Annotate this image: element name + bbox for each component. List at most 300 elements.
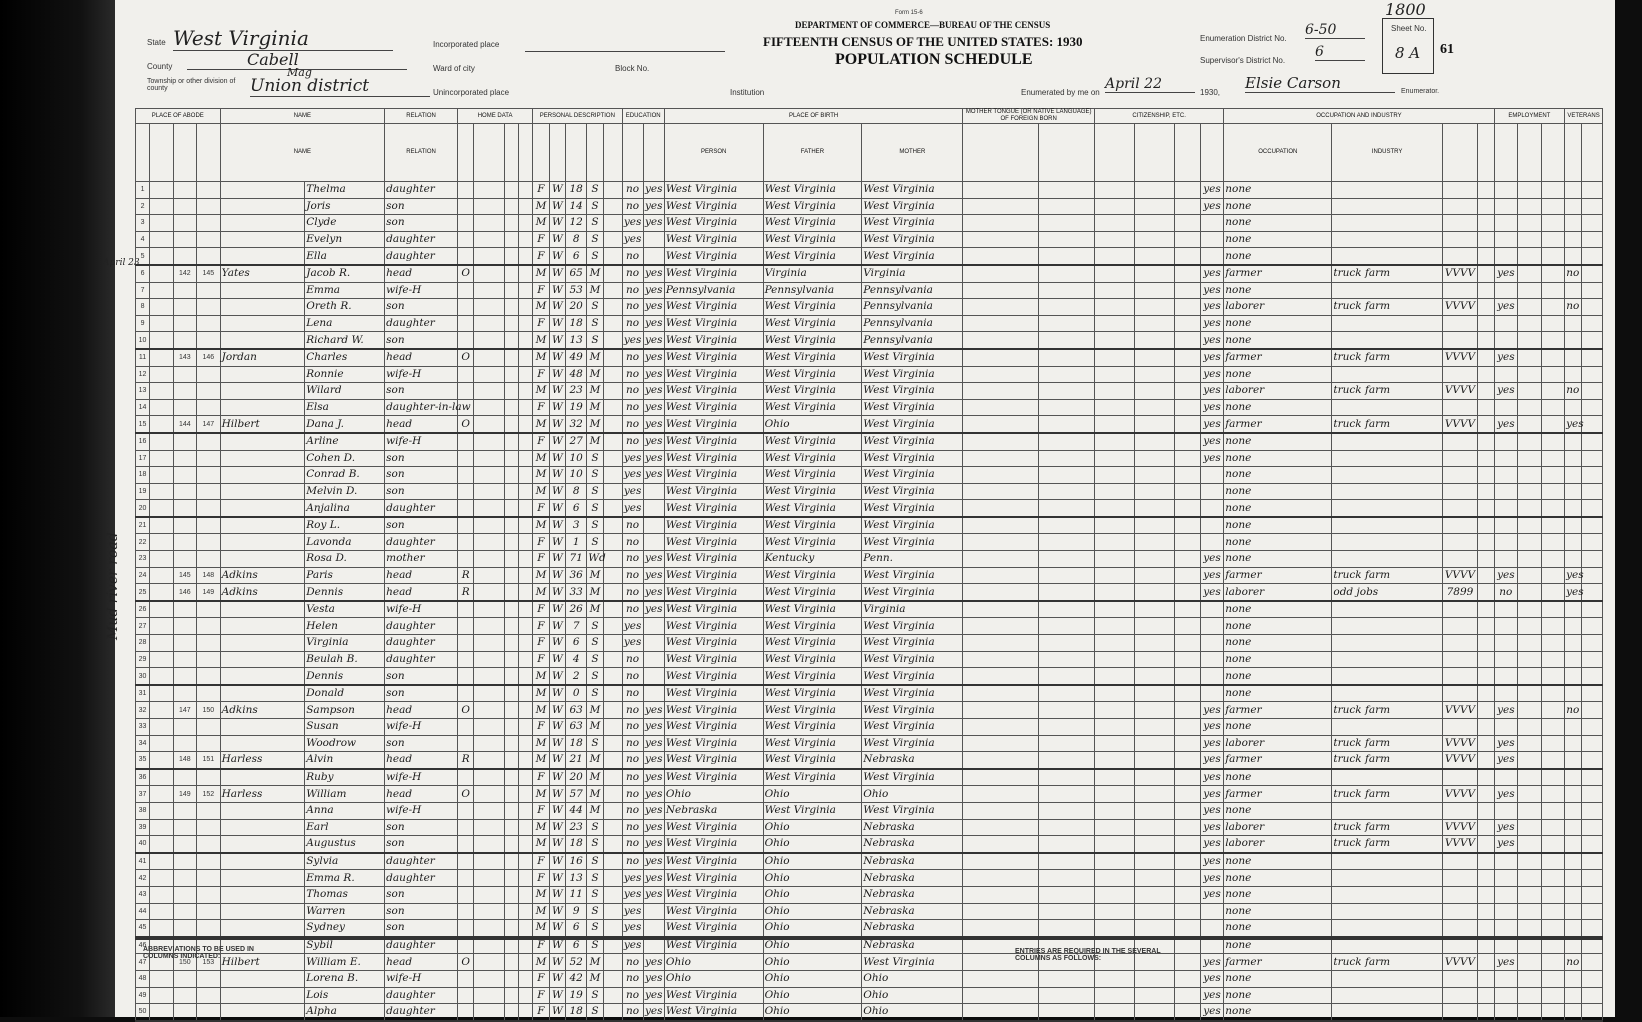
empty-cell xyxy=(963,584,1038,601)
empty-cell xyxy=(1038,198,1094,215)
empty-cell xyxy=(474,248,505,265)
county-label: County xyxy=(147,62,173,71)
mother-birthplace-cell: West Virginia xyxy=(862,416,963,433)
table-row xyxy=(136,819,1603,836)
empty-cell xyxy=(1478,483,1494,500)
empty-cell xyxy=(1174,735,1200,752)
race-cell: W xyxy=(549,836,565,853)
at-work-cell: yes xyxy=(1494,819,1518,836)
school-cell: yes xyxy=(622,870,643,887)
home-tenure-cell: O xyxy=(458,349,474,366)
empty-cell xyxy=(1581,836,1602,853)
father-birthplace-cell: West Virginia xyxy=(763,618,862,635)
family-number xyxy=(197,769,221,786)
relation-cell: wife-H xyxy=(385,366,458,383)
age-cell: 10 xyxy=(566,467,587,484)
sex-cell: F xyxy=(533,870,549,887)
empty-cell xyxy=(505,231,519,248)
literacy-cell: yes xyxy=(643,886,664,903)
empty-cell xyxy=(603,635,622,652)
family-number: 151 xyxy=(197,752,221,769)
code-cell xyxy=(1442,601,1477,618)
dwelling-number xyxy=(173,215,197,232)
race-cell: W xyxy=(549,315,565,332)
empty-cell xyxy=(519,198,533,215)
home-tenure-cell xyxy=(458,836,474,853)
sex-cell: M xyxy=(533,349,549,366)
mother-birthplace-cell: West Virginia xyxy=(862,467,963,484)
empty-cell xyxy=(474,702,505,719)
empty-cell xyxy=(1134,182,1174,199)
empty-cell xyxy=(519,668,533,685)
sex-cell: M xyxy=(533,836,549,853)
empty-cell xyxy=(603,467,622,484)
empty-cell xyxy=(1174,416,1200,433)
surname-cell: Jordan xyxy=(220,349,305,366)
industry-cell xyxy=(1332,433,1442,450)
given-name-cell: Donald xyxy=(305,685,385,702)
veteran-cell xyxy=(1565,836,1581,853)
mother-birthplace-cell: West Virginia xyxy=(862,366,963,383)
empty-cell xyxy=(1038,886,1094,903)
at-work-cell xyxy=(1494,886,1518,903)
code-cell xyxy=(1442,802,1477,819)
school-cell: no xyxy=(622,853,643,870)
at-work-cell xyxy=(1494,551,1518,568)
given-name-cell: Dennis xyxy=(305,668,385,685)
empty-cell xyxy=(519,299,533,316)
sex-cell: F xyxy=(533,551,549,568)
empty-cell xyxy=(519,601,533,618)
home-tenure-cell xyxy=(458,769,474,786)
dwelling-number xyxy=(173,182,197,199)
empty-cell xyxy=(603,182,622,199)
school-cell: no xyxy=(622,399,643,416)
empty-cell xyxy=(1581,231,1602,248)
literacy-cell: yes xyxy=(643,450,664,467)
age-cell: 20 xyxy=(566,769,587,786)
relation-cell: head xyxy=(385,265,458,282)
surname-cell: Yates xyxy=(220,265,305,282)
empty-cell xyxy=(1478,635,1494,652)
marital-cell: M xyxy=(587,416,603,433)
empty-cell xyxy=(1478,332,1494,349)
empty-cell xyxy=(1518,500,1542,517)
institution-label: Institution xyxy=(730,88,765,97)
veteran-cell xyxy=(1565,248,1581,265)
literacy-cell: yes xyxy=(643,332,664,349)
birthplace-cell: West Virginia xyxy=(664,819,763,836)
empty-cell xyxy=(505,601,519,618)
ward-label: Ward of city xyxy=(433,64,475,73)
age-cell: 9 xyxy=(566,903,587,920)
code-cell: VVVV xyxy=(1442,416,1477,433)
father-birthplace-cell: Ohio xyxy=(763,920,862,937)
race-cell: W xyxy=(549,752,565,769)
industry-cell xyxy=(1332,668,1442,685)
empty-cell xyxy=(519,836,533,853)
empty-cell xyxy=(474,920,505,937)
family-number: 145 xyxy=(197,265,221,282)
empty-cell xyxy=(1518,282,1542,299)
empty-cell xyxy=(1541,735,1565,752)
empty-cell xyxy=(505,517,519,534)
age-cell: 0 xyxy=(566,685,587,702)
empty-cell xyxy=(1581,315,1602,332)
at-work-cell xyxy=(1494,231,1518,248)
code-cell: VVVV xyxy=(1442,349,1477,366)
given-name-cell: Beulah B. xyxy=(305,651,385,668)
empty-cell xyxy=(474,332,505,349)
empty-cell xyxy=(1174,618,1200,635)
father-birthplace-cell: West Virginia xyxy=(763,299,862,316)
code-cell: VVVV xyxy=(1442,735,1477,752)
empty-cell xyxy=(1095,383,1135,400)
empty-cell xyxy=(1518,920,1542,937)
home-tenure-cell xyxy=(458,802,474,819)
empty-cell xyxy=(1134,299,1174,316)
empty-cell xyxy=(1174,920,1200,937)
family-number xyxy=(197,668,221,685)
literacy-cell xyxy=(643,517,664,534)
veteran-cell: no xyxy=(1565,702,1581,719)
occupation-cell: none xyxy=(1224,399,1332,416)
family-number xyxy=(197,1004,221,1021)
empty-cell xyxy=(1478,366,1494,383)
empty-cell xyxy=(1518,215,1542,232)
surname-cell xyxy=(220,215,305,232)
empty-cell xyxy=(1518,198,1542,215)
empty-cell xyxy=(1174,853,1200,870)
empty-cell xyxy=(150,248,174,265)
age-cell: 4 xyxy=(566,651,587,668)
industry-cell: truck farm xyxy=(1332,416,1442,433)
empty-cell xyxy=(1134,584,1174,601)
empty-cell xyxy=(474,886,505,903)
census-table xyxy=(135,108,1603,1022)
census-rows xyxy=(136,182,1603,1021)
relation-cell: wife-H xyxy=(385,719,458,736)
family-number xyxy=(197,315,221,332)
sex-cell: M xyxy=(533,954,549,971)
empty-cell xyxy=(1541,567,1565,584)
mother-birthplace-cell: West Virginia xyxy=(862,618,963,635)
empty-cell xyxy=(1095,215,1135,232)
at-work-cell xyxy=(1494,450,1518,467)
age-cell: 63 xyxy=(566,702,587,719)
school-cell: no xyxy=(622,534,643,551)
surname-cell xyxy=(220,886,305,903)
empty-cell xyxy=(505,735,519,752)
empty-cell xyxy=(1095,182,1135,199)
group-home-data: HOME DATA xyxy=(458,109,533,124)
line-number: 48 xyxy=(136,970,150,987)
empty-cell xyxy=(474,315,505,332)
birthplace-cell: West Virginia xyxy=(664,349,763,366)
at-work-cell: yes xyxy=(1494,702,1518,719)
home-tenure-cell xyxy=(458,500,474,517)
empty-cell xyxy=(1541,769,1565,786)
mother-birthplace-cell: Ohio xyxy=(862,987,963,1004)
surname-cell xyxy=(220,635,305,652)
empty-cell xyxy=(603,786,622,803)
empty-cell xyxy=(1518,601,1542,618)
occupation-cell: none xyxy=(1224,534,1332,551)
empty-cell xyxy=(1541,248,1565,265)
veteran-cell xyxy=(1565,719,1581,736)
table-row xyxy=(136,668,1603,685)
marital-cell: S xyxy=(587,635,603,652)
occupation-cell: none xyxy=(1224,483,1332,500)
veteran-cell xyxy=(1565,735,1581,752)
race-cell: W xyxy=(549,450,565,467)
school-cell: yes xyxy=(622,500,643,517)
marital-cell: S xyxy=(587,668,603,685)
race-cell: W xyxy=(549,198,565,215)
empty-cell xyxy=(519,182,533,199)
speaks-english-cell: yes xyxy=(1200,366,1224,383)
birthplace-cell: West Virginia xyxy=(664,551,763,568)
birthplace-cell: West Virginia xyxy=(664,987,763,1004)
entries-title: ENTRIES ARE REQUIRED IN THE SEVERAL COLUMNS AS FOLLOWS: xyxy=(1015,948,1161,962)
dwelling-number xyxy=(173,366,197,383)
dwelling-number xyxy=(173,517,197,534)
table-row xyxy=(136,450,1603,467)
empty-cell xyxy=(1581,399,1602,416)
relation-cell: son xyxy=(385,483,458,500)
code-cell xyxy=(1442,534,1477,551)
age-cell: 18 xyxy=(566,315,587,332)
family-number xyxy=(197,735,221,752)
empty-cell xyxy=(1038,349,1094,366)
industry-cell xyxy=(1332,500,1442,517)
empty-cell xyxy=(1095,450,1135,467)
sex-cell: F xyxy=(533,719,549,736)
birthplace-cell: West Virginia xyxy=(664,534,763,551)
empty-cell xyxy=(519,584,533,601)
empty-cell xyxy=(1541,886,1565,903)
empty-cell xyxy=(1134,282,1174,299)
home-tenure-cell xyxy=(458,685,474,702)
surname-cell xyxy=(220,802,305,819)
race-cell: W xyxy=(549,870,565,887)
family-number xyxy=(197,601,221,618)
at-work-cell xyxy=(1494,282,1518,299)
empty-cell xyxy=(519,450,533,467)
empty-cell xyxy=(150,584,174,601)
line-number: 33 xyxy=(136,719,150,736)
race-cell: W xyxy=(549,416,565,433)
empty-cell xyxy=(963,651,1038,668)
table-row xyxy=(136,618,1603,635)
empty-cell xyxy=(1095,1004,1135,1021)
empty-cell xyxy=(1541,265,1565,282)
empty-cell xyxy=(603,500,622,517)
occupation-cell: none xyxy=(1224,920,1332,937)
given-name-cell: Ella xyxy=(305,248,385,265)
empty-cell xyxy=(1581,450,1602,467)
empty-cell xyxy=(963,903,1038,920)
empty-cell xyxy=(505,719,519,736)
empty-cell xyxy=(963,668,1038,685)
surname-cell xyxy=(220,769,305,786)
empty-cell xyxy=(963,920,1038,937)
empty-cell xyxy=(603,198,622,215)
empty-cell xyxy=(603,903,622,920)
school-cell: no xyxy=(622,702,643,719)
race-cell: W xyxy=(549,685,565,702)
code-cell xyxy=(1442,517,1477,534)
enumerated-date: April 22 xyxy=(1105,76,1195,93)
empty-cell xyxy=(505,920,519,937)
empty-cell xyxy=(1174,836,1200,853)
relation-cell: wife-H xyxy=(385,802,458,819)
empty-cell xyxy=(505,836,519,853)
empty-cell xyxy=(1134,534,1174,551)
line-number: 28 xyxy=(136,635,150,652)
race-cell: W xyxy=(549,970,565,987)
empty-cell xyxy=(1541,1004,1565,1021)
relation-cell: son xyxy=(385,299,458,316)
school-cell: yes xyxy=(622,483,643,500)
empty-cell xyxy=(519,903,533,920)
marital-cell: S xyxy=(587,534,603,551)
empty-cell xyxy=(150,567,174,584)
empty-cell xyxy=(1581,702,1602,719)
surname-cell xyxy=(220,920,305,937)
sex-cell: F xyxy=(533,248,549,265)
line-number: 20 xyxy=(136,500,150,517)
race-cell: W xyxy=(549,215,565,232)
empty-cell xyxy=(505,769,519,786)
dwelling-number xyxy=(173,299,197,316)
age-cell: 20 xyxy=(566,299,587,316)
empty-cell xyxy=(1174,483,1200,500)
mother-birthplace-cell: Virginia xyxy=(862,265,963,282)
empty-cell xyxy=(150,551,174,568)
line-number: 43 xyxy=(136,886,150,903)
empty-cell xyxy=(150,651,174,668)
occupation-cell: none xyxy=(1224,769,1332,786)
empty-cell xyxy=(1478,383,1494,400)
at-work-cell xyxy=(1494,483,1518,500)
given-name-cell: Dennis xyxy=(305,584,385,601)
race-cell: W xyxy=(549,433,565,450)
occupation-cell: farmer xyxy=(1224,265,1332,282)
empty-cell xyxy=(603,315,622,332)
at-work-cell xyxy=(1494,685,1518,702)
empty-cell xyxy=(1038,920,1094,937)
line-number: 23 xyxy=(136,551,150,568)
marital-cell: S xyxy=(587,836,603,853)
birthplace-cell: West Virginia xyxy=(664,366,763,383)
relation-cell: son xyxy=(385,517,458,534)
industry-cell xyxy=(1332,618,1442,635)
birthplace-cell: Ohio xyxy=(664,786,763,803)
father-birthplace-cell: West Virginia xyxy=(763,383,862,400)
code-cell xyxy=(1442,668,1477,685)
empty-cell xyxy=(603,618,622,635)
empty-cell xyxy=(1038,601,1094,618)
sex-cell: M xyxy=(533,584,549,601)
at-work-cell xyxy=(1494,215,1518,232)
empty-cell xyxy=(519,819,533,836)
table-row xyxy=(136,920,1603,937)
mother-birthplace-cell: Penn. xyxy=(862,551,963,568)
line-number: 50 xyxy=(136,1004,150,1021)
marital-cell: M xyxy=(587,567,603,584)
relation-cell: head xyxy=(385,702,458,719)
empty-cell xyxy=(505,332,519,349)
father-birthplace-cell: Ohio xyxy=(763,819,862,836)
empty-cell xyxy=(1038,819,1094,836)
empty-cell xyxy=(150,836,174,853)
empty-cell xyxy=(1581,332,1602,349)
empty-cell xyxy=(1134,735,1174,752)
race-cell: W xyxy=(549,265,565,282)
birthplace-cell: West Virginia xyxy=(664,399,763,416)
empty-cell xyxy=(1518,399,1542,416)
empty-cell xyxy=(1038,366,1094,383)
empty-cell xyxy=(150,483,174,500)
surname-cell: Hilbert xyxy=(220,954,305,971)
dwelling-number xyxy=(173,635,197,652)
father-birthplace-cell: West Virginia xyxy=(763,802,862,819)
surname-cell: Hilbert xyxy=(220,416,305,433)
empty-cell xyxy=(474,416,505,433)
empty-cell xyxy=(1038,248,1094,265)
mother-birthplace-cell: Nebraska xyxy=(862,853,963,870)
veteran-cell xyxy=(1565,433,1581,450)
speaks-english-cell xyxy=(1200,920,1224,937)
dwelling-number: 146 xyxy=(173,584,197,601)
empty-cell xyxy=(1541,399,1565,416)
literacy-cell: yes xyxy=(643,584,664,601)
speaks-english-cell: yes xyxy=(1200,282,1224,299)
empty-cell xyxy=(1134,920,1174,937)
dwelling-number xyxy=(173,282,197,299)
empty-cell xyxy=(963,299,1038,316)
race-cell: W xyxy=(549,802,565,819)
empty-cell xyxy=(1518,769,1542,786)
surname-cell xyxy=(220,735,305,752)
relation-cell: son xyxy=(385,450,458,467)
empty-cell xyxy=(150,282,174,299)
relation-cell: daughter xyxy=(385,534,458,551)
speaks-english-cell: yes xyxy=(1200,819,1224,836)
veteran-cell xyxy=(1565,903,1581,920)
empty-cell xyxy=(1518,349,1542,366)
empty-cell xyxy=(1541,534,1565,551)
table-row xyxy=(136,567,1603,584)
empty-cell xyxy=(505,215,519,232)
speaks-english-cell: yes xyxy=(1200,383,1224,400)
birthplace-cell: West Virginia xyxy=(664,886,763,903)
empty-cell xyxy=(1581,668,1602,685)
given-name-cell: Cohen D. xyxy=(305,450,385,467)
empty-cell xyxy=(1134,752,1174,769)
empty-cell xyxy=(1038,702,1094,719)
empty-cell xyxy=(1478,752,1494,769)
home-tenure-cell xyxy=(458,635,474,652)
birthplace-cell: West Virginia xyxy=(664,903,763,920)
mother-birthplace-cell: West Virginia xyxy=(862,584,963,601)
sex-cell: F xyxy=(533,635,549,652)
relation-cell: daughter xyxy=(385,870,458,887)
table-row xyxy=(136,534,1603,551)
empty-cell xyxy=(1581,886,1602,903)
family-number xyxy=(197,399,221,416)
